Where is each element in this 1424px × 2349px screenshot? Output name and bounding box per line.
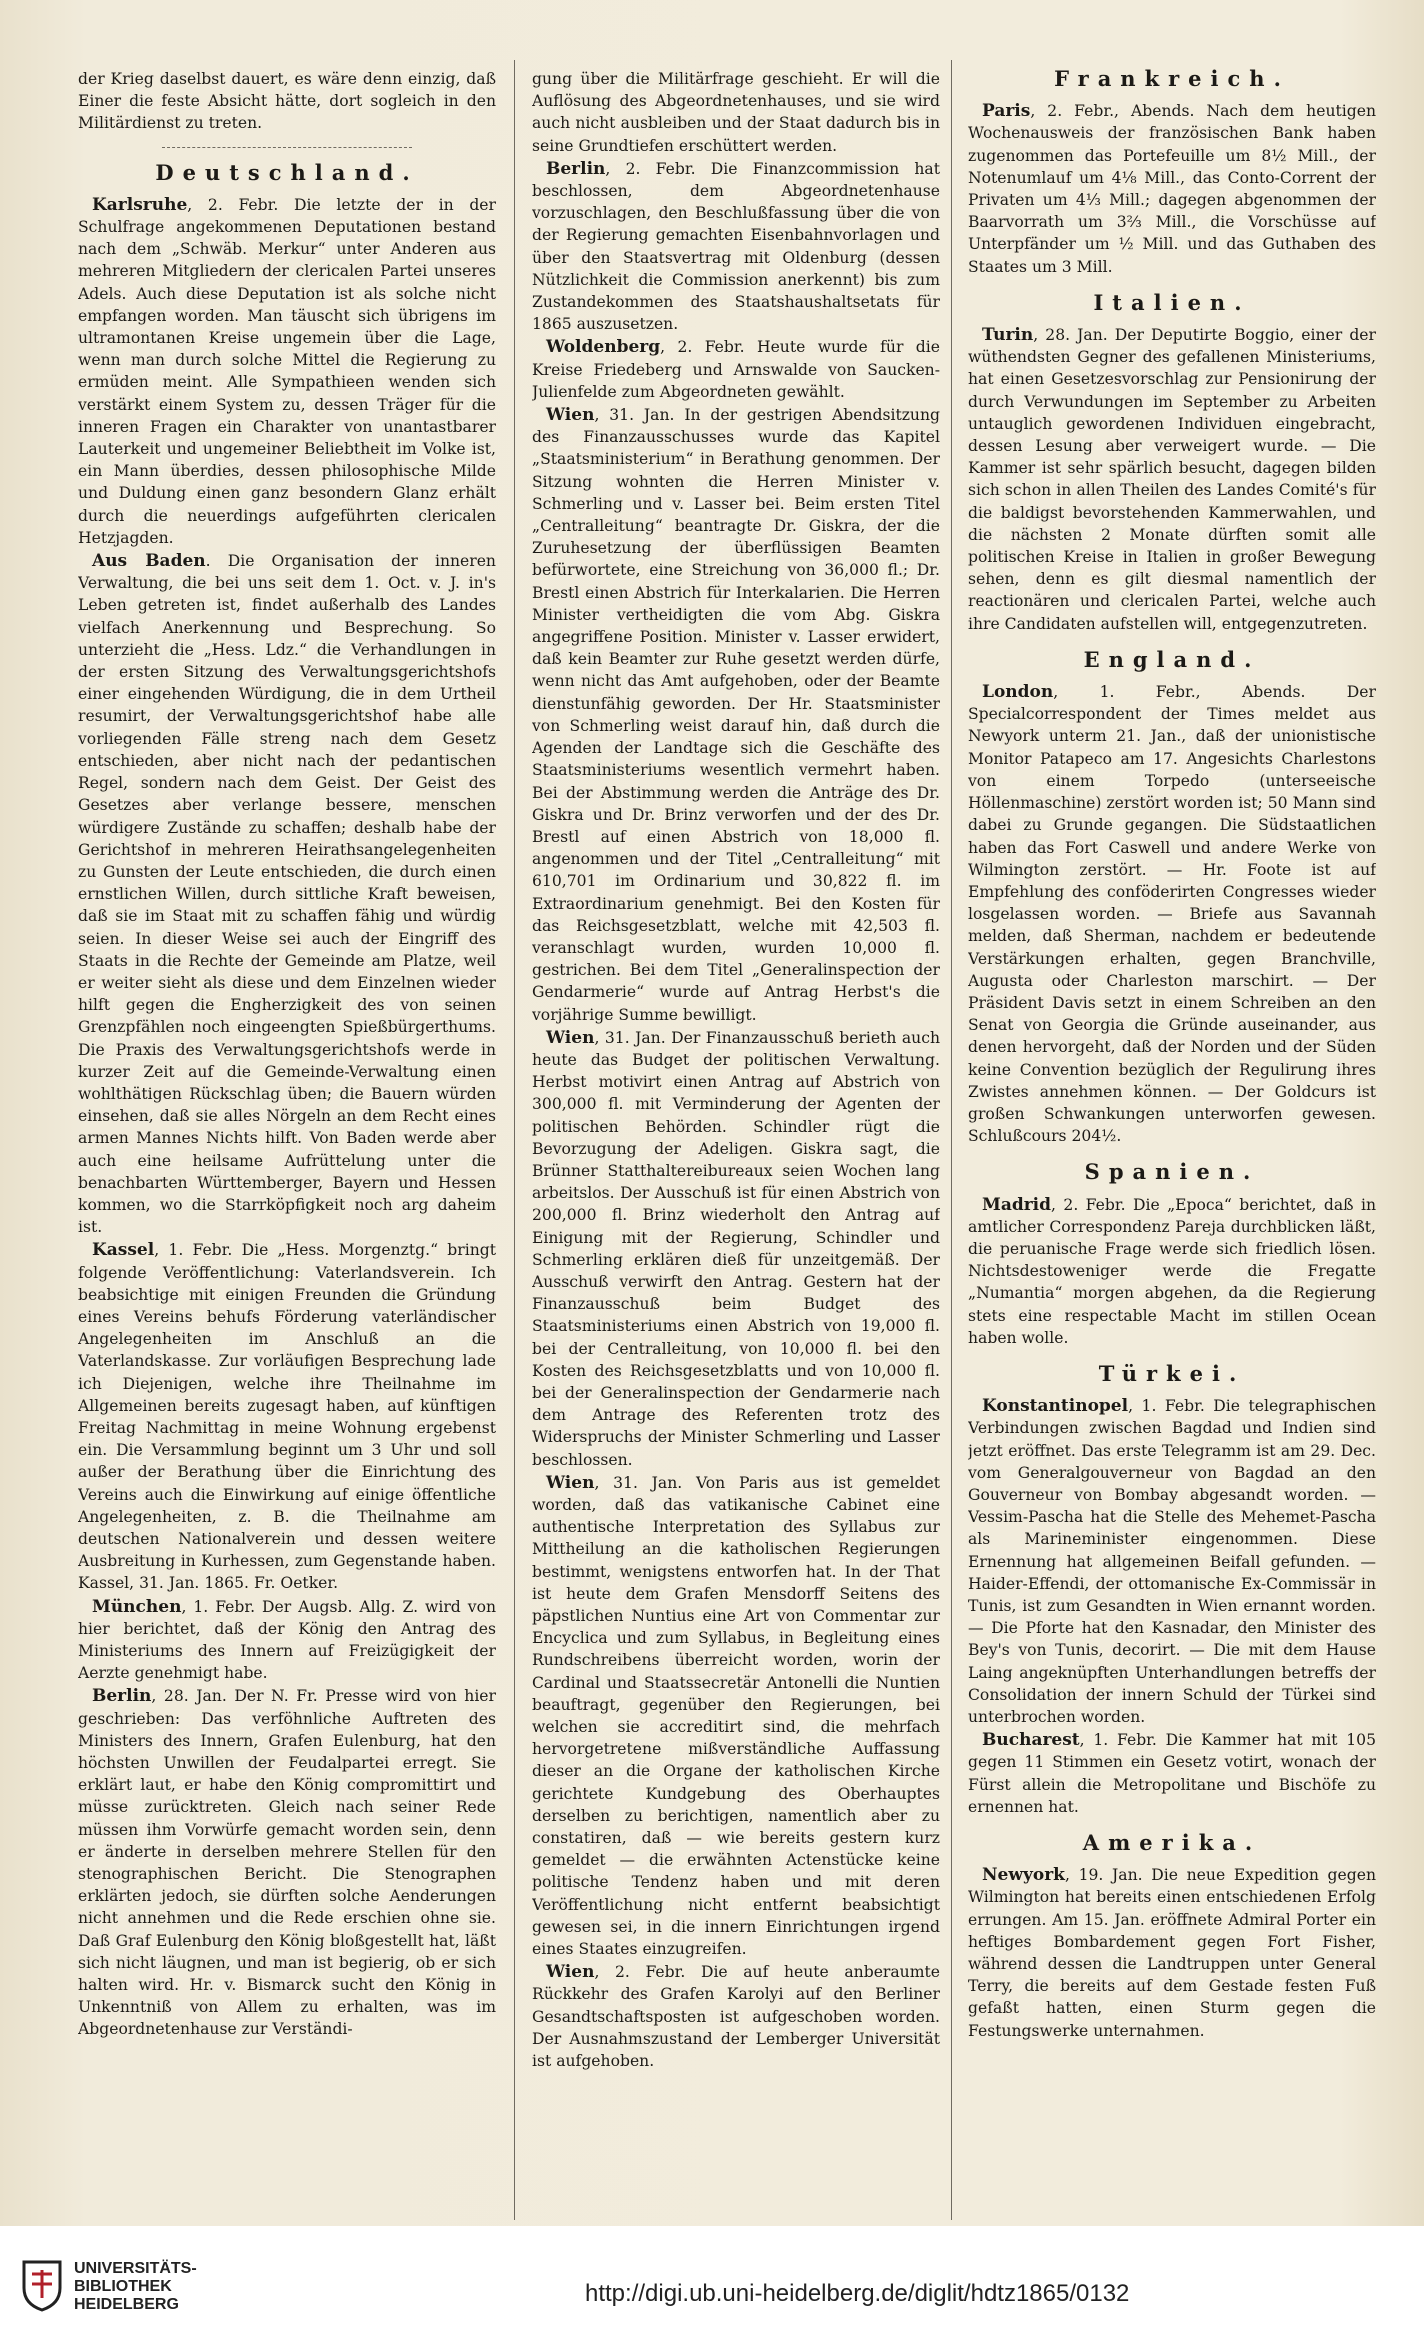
section-heading-tuerkei: Türkei. (1098, 1360, 1246, 1386)
column-2 (532, 68, 940, 2218)
column-1 (78, 68, 496, 2218)
dateline-place: Madrid (982, 1194, 1052, 1215)
source-url-link[interactable]: http://digi.ub.uni-heidelberg.de/diglit/hdtz1865/0132 (585, 2280, 1130, 2307)
article-continuation: der Krieg daselbst dauert, es wäre denn einzig, daß Einer die feste Absicht hätte, dort sogleich in den Militärdienst zu treten. (78, 70, 496, 133)
section-separator (162, 147, 413, 148)
section-heading-italien: Italien. (1093, 289, 1251, 315)
library-logo[interactable] (14, 2248, 224, 2328)
dateline-place: Aus Baden (92, 551, 206, 572)
dateline-place: Woldenberg (546, 337, 661, 358)
article-paragraph (968, 1729, 1376, 1818)
dateline-place: London (982, 682, 1054, 703)
library-name-line: HEIDELBERG (74, 2296, 179, 2313)
dateline-place: Turin (982, 325, 1034, 346)
library-name-line: BIBLIOTHEK (74, 2278, 172, 2295)
column-3 (968, 68, 1376, 2218)
section-heading-england: England. (1083, 646, 1261, 672)
article-text: , 2. Febr. Die „Epoca“ berichtet, daß in amtlicher Correspondenz Pareja durchblicken läßt, die peruanische Frage werde sich friedlich lösen. Nichtsdestoweniger werde die Fregatte „Numantia“ morgen abgehen, da die Regierung stets eine respectable Macht im stillen Ocean haben wolle. (968, 1195, 1376, 1347)
article-paragraph (968, 681, 1376, 1147)
article-paragraph (78, 194, 496, 549)
article-paragraph (78, 550, 496, 1238)
digitization-footer (0, 2226, 1424, 2349)
article-paragraph (968, 100, 1376, 278)
article-paragraph (968, 1194, 1376, 1349)
article-text: , 1. Febr. Die Kammer hat mit 105 gegen 11 Stimmen ein Gesetz votirt, wonach der Fürst allein die Metropolitane und Bischöfe zu ernennen hat. (968, 1731, 1376, 1816)
article-text: , 1. Febr. Die telegraphischen Verbindungen zwischen Bagdad und Indien sind jetzt eröffnet. Das erste Telegramm ist am 29. Dec. vom Generalgouverneur von Bagdad an den Gouverneur von Bombay abgesandt worden. — Vessim-Pascha hat die Stelle des Mehemet-Pascha als Marineminister eingenommen. Diese Ernennung hat allgemeinen Beifall gefunden. — Haider-Effendi, der ottomanische Ex-Commissär in Tunis, ist zum Gesandten in Wien ernannt worden. — Die Pforte hat den Kasnadar, den Minister des Bey's von Tunis, decorirt. — Die mit dem Hause Laing angeknüpften Unterhandlungen betreffs der Consolidation der innern Schuld der Türkei sind unterbrochen worden. (968, 1397, 1376, 1727)
article-text: , 2. Febr. Die Finanzcommission hat beschlossen, dem Abgeordnetenhause vorzuschlagen, den Beschlußfassung über die von der Regierung gemachten Eisenbahnvorlagen und über den Staatsvertrag mit Oldenburg (dessen Nützlichkeit die Commission anerkennt) bis zum Zustandekommen des Staatshaushaltsetats für 1865 auszusetzen. (532, 159, 940, 334)
dateline-place: Paris (982, 101, 1031, 122)
dateline-place: Bucharest (982, 1730, 1080, 1751)
article-text: , 2. Febr. Die letzte der in der Schulfrage angekommenen Deputationen bestand nach dem „Schwäb. Merkur“ unter Anderen aus mehreren Mitgliedern der clericalen Partei unseres Adels. Auch diese Deputation ist als solche nicht empfangen worden. Man täuscht sich übrigens im ultramontanen Kreise ungemein über die Lage, wenn man durch solche Mittel die Regierung zu ermüden meint. Alle Sympathieen wenden sich verstärkt einem System zu, dessen Träger für die inneren Fragen ein Charakter von unantastbarer Lauterkeit und ungemeiner Beliebtheit im Volke ist, ein Mann überdies, dessen philosophische Milde und Duldung einen ganz besondern Glanz erhält durch die neuerdings aufgeführten clericalen Hetzjagden. (78, 195, 496, 547)
library-seal-icon (20, 2258, 64, 2312)
section-heading-frankreich: Frankreich. (1054, 68, 1290, 91)
library-name-line: UNIVERSITÄTS- (74, 2260, 197, 2277)
article-paragraph (532, 158, 940, 336)
dateline-place: München (92, 1596, 182, 1617)
dateline-place: Berlin (92, 1686, 152, 1707)
article-paragraph (968, 1395, 1376, 1728)
article-text: , 1. Febr., Abends. Der Specialcorrespondent der Times meldet aus Newyork unterm 21. Jan., daß der unionistische Monitor Patapeco am 17. Angesichts Charlestons von einem Torpedo (unterseeische Höllenmaschine) zerstört worden ist; 50 Mann sind dabei zu Grunde gegangen. Die Südstaatlichen haben das Fort Caswell und andere Werke von Wilmington zerstört. — Hr. Foote ist auf Empfehlung des conföderirten Congresses wieder losgelassen worden. — Briefe aus Savannah melden, daß Sherman, nachdem er bedeutende Verstärkungen erhalten, gegen Branchville, Augusta oder Charleston marschirt. — Der Präsident Davis setzt in einem Schreiben an den Senat von Georgia die Gründe auseinander, aus denen hervorgeht, daß der Norden und der Süden keine Convention bezüglich der Regulirung ihres Zwistes annehmen können. — Der Goldcurs ist großen Schwankungen unterworfen gewesen. Schlußcours 204½. (968, 683, 1376, 1146)
dateline-place: Karlsruhe (92, 194, 188, 215)
dateline-place: Wien (546, 405, 595, 426)
article-text: , 31. Jan. In der gestrigen Abendsitzung des Finanzausschusses wurde das Kapitel „Staatsministerium“ in Berathung genommen. Der Sitzung wohnten die Herren Minister v. Schmerling und v. Lasser bei. Beim ersten Titel „Centralleitung“ beantragte Dr. Giskra, der die Zuruhesetzung der überflüssigen Beamten befürwortete, eine Streichung von 36,000 fl.; Dr. Brestl einen Abstrich für Interkalarien. Die Herren Minister vertheidigten die vom Abg. Giskra angegriffene Position. Minister v. Lasser erwidert, daß kein Beamter zur Ruhe gesetzt werden dürfe, wenn nicht das Amt aufgehoben, oder der Beamte dienstunfähig geworden. Der Hr. Staatsminister von Schmerling weist darauf hin, daß durch die Agenden der Landtage sich die Geschäfte des Staatsministeriums wesentlich vermehrt haben. Bei der Abstimmung werden die Anträge des Dr. Giskra und Dr. Brinz verworfen und der des Dr. Brestl auf einen Abstrich von 18,000 fl. angenommen und der Titel „Centralleitung“ mit 610,701 im Ordinarium und 30,822 fl. im Extraordinarium genehmigt. Bei den Kosten für das Reichsgesetzblatt, welche mit 42,503 fl. veranschlagt wurden, wurden 10,000 fl. gestrichen. Bei dem Titel „Generalinspection der Gendarmerie“ wurde auf Antrag Herbst's die vorjährige Summe bewilligt. (532, 406, 940, 1024)
dateline-place: Wien (546, 1472, 595, 1493)
article-text: , 1. Febr. Der Augsb. Allg. Z. wird von hier berichtet, daß der König den Antrag des Ministeriums des Innern auf Freizügigkeit der Aerzte genehmigt habe. (78, 1597, 496, 1683)
section-heading-deutschland: Deutschland. (155, 159, 419, 185)
article-paragraph (532, 336, 940, 403)
article-text: , 1. Febr. Die „Hess. Morgenztg.“ bringt folgende Veröffentlichung: Vaterlandsverein. Ich beabsichtige mit einigen Freunden die Gründung eines Vereins behufs Förderung vaterländischer Angelegenheiten im Anschluß an die Vaterlandskasse. Zur vorläufigen Besprechung lade ich Diejenigen, welche ihre Theilnahme im Allgemeinen bereits zugesagt haben, auf künftigen Freitag Nachmittag in meine Wohnung ergebenst ein. Die Versammlung beginnt um 3 Uhr und soll außer der Berathung über die Einrichtung des Vereins auch die Einwirkung auf einige öffentliche Angelegenheiten, z. B. die Theilnahme am deutschen Nationalverein und dessen weitere Ausbreitung in Kurhessen, zum Gegenstande haben. Kassel, 31. Jan. 1865. Fr. Oetker. (78, 1241, 496, 1593)
dateline-place: Berlin (546, 158, 606, 179)
dateline-place: Wien (546, 1027, 595, 1048)
article-paragraph (532, 1961, 940, 2072)
dateline-place: Konstantinopel (982, 1396, 1129, 1417)
article-paragraph (532, 1472, 940, 1960)
article-continuation: gung über die Militärfrage geschieht. Er will die Auflösung des Abgeordnetenhauses, und sie wird auch nicht ausbleiben und der Staat dadurch bis in seine Grundtiefen erschüttert werden. (532, 70, 940, 155)
section-heading-spanien: Spanien. (1084, 1159, 1260, 1185)
column-rule (514, 60, 515, 2220)
column-rule (951, 60, 952, 2220)
article-text: . Die Organisation der inneren Verwaltung, die bei uns seit dem 1. Oct. v. J. in's Leben getreten ist, findet außerhalb des Landes vielfach Anerkennung und Besprechung. So unterzieht die „Hess. Ldz.“ die Verhandlungen in der ersten Sitzung des Verwaltungsgerichtshofs einer eingehenden Würdigung, die in dem Urtheil resumirt, der Verwaltungsgerichtshof habe alle vorliegenden Fälle streng nach dem Gesetz entschieden, aber nicht nach der pedantischen Regel, sondern nach dem Geist. Der Geist des Gesetzes aber verlange bessere, menschen würdigere Zustände zu schaffen; deshalb habe der Gerichtshof in mehreren Heirathsangelegenheiten zu Gunsten der Leute entschieden, die durch einen ernstlichen Willen, durch sittliche Kraft beweisen, daß sie im Staat mit zu schaffen fähig und würdig seien. In dieser Weise sei auch der Eingriff des Staats in die Rechte der Gemeinde am Platze, weil er weiter sieht als diese und dem Einzelnen wieder hilft gegen die Engherzigkeit des von seinen Grenzpfählen noch eingeengten Spießbürgerthums. Die Praxis des Verwaltungsgerichtshofs werde in kurzer Zeit auf die Gemeinde-Verwaltung einen wohlthätigen Rückschlag üben; die Bauern würden einsehen, daß sie alles Nörgeln an dem Recht eines armen Mannes Nichts hilft. Von Baden werde aber auch eine heilsame Aufrüttelung unter die benachbarten Württemberger, Bayern und Hessen kommen, wo die Starrköpfigkeit noch arg daheim ist. (78, 552, 496, 1237)
article-text: , 2. Febr., Abends. Nach dem heutigen Wochenausweis der französischen Bank haben zugenommen das Portefeuille um 8½ Mill., der Notenumlauf um 4⅛ Mill., das Conto-Corrent der Privaten um 4⅓ Mill.; dagegen abgenommen der Baarvorrath um 3⅔ Mill., die Vorschüsse auf Unterpfänder um ½ Mill. und das Guthaben des Staates um 3 Mill. (968, 102, 1376, 276)
article-text: , 31. Jan. Der Finanzausschuß berieth auch heute das Budget der politischen Verwaltung. Herbst motivirt einen Antrag auf Abstrich von 300,000 fl. mit Verminderung der Agenten der politischen Behörden. Schindler rügt die Bevorzugung der Adeligen. Giskra sagt, die Brünner Statthaltereibureaux seien Wochen lang arbeitslos. Der Ausschuß ist für einen Abstrich von 200,000 fl. Brinz wiederholt den Antrag auf Einigung mit der Regierung, Schindler und Schmerling erklären dieß für unzeitgemäß. Der Ausschuß verwirft den Antrag. Gestern hat der Finanzausschuß beim Budget des Staatsministeriums einen Abstrich von 19,000 fl. bei der Centralleitung, von 10,000 fl. bei den Kosten des Reichsgesetzblatts und von 10,000 fl. bei der Generalinspection der Gendarmerie nach dem Antrage des Referenten trotz des Widerspruchs der Minister Schmerling und Lasser beschlossen. (532, 1028, 940, 1469)
article-text: , 28. Jan. Der Deputirte Boggio, einer der wüthendsten Gegner des gefallenen Ministeriums, hat einen Gesetzesvorschlag zur Pensionirung der durch Verwundungen im September zu Arbeiten untauglich gewordenen Individuen eingebracht, dessen Lesung aber verweigert wurde. — Die Kammer ist sehr spärlich besucht, dagegen bilden sich schon in allen Theilen des Landes Comité's für die baldigst bevorstehenden Kammerwahlen, und die nächsten 2 Monate dürften somit alle politischen Kreise in Italien in großer Bewegung sehen, denn es gilt diesmal namentlich der reactionären und clericalen Partei, welche auch ihre Candidaten aufstellen will, entgegenzutreten. (968, 326, 1376, 633)
article-text: , 28. Jan. Der N. Fr. Presse wird von hier geschrieben: Das verföhnliche Auftreten des Ministers des Innern, Grafen Eulenburg, hat den höchsten Unwillen der Feudalpartei erregt. Sie erklärt laut, er habe den König compromittirt und müsse zurücktreten. Gleich nach seiner Rede müssen ihm Vorwürfe gemacht worden sein, denn er änderte in derselben mehrere Stellen für den stenographischen Bericht. Die Stenographen erklärten jedoch, sie dürften solche Aenderungen nicht annehmen und die Rede erschien ohne sie. Daß Graf Eulenburg den König bloßgestellt hat, läßt sich nicht läugnen, und man ist begierig, ob er sich halten wird. Hr. v. Bismarck sucht den König in Unkenntniß von Allem zu erhalten, was im Abgeordnetenhause zur Verständi- (78, 1687, 496, 2039)
article-paragraph (968, 1864, 1376, 2042)
section-heading-amerika: Amerika. (1082, 1830, 1262, 1856)
library-name (74, 2260, 197, 2314)
article-text: , 2. Febr. Heute wurde für die Kreise Friedeberg und Arnswalde von Saucken-Julienfelde zum Abgeordneten gewählt. (532, 338, 940, 401)
article-text: , 2. Febr. Die auf heute anberaumte Rückkehr des Grafen Karolyi auf den Berliner Gesandtschaftsposten ist aufgeschoben worden. Der Ausnahmszustand der Lemberger Universität ist aufgehoben. (532, 1963, 940, 2071)
article-paragraph (532, 404, 940, 1026)
article-paragraph (78, 1596, 496, 1685)
article-paragraph (78, 1685, 496, 2040)
article-text: , 19. Jan. Die neue Expedition gegen Wilmington hat bereits einen entschiedenen Erfolg errungen. Am 15. Jan. eröffnete Admiral Porter ein heftiges Bombardement gegen Fort Fisher, während dessen die Landtruppen unter General Terry, die bereits auf dem Gestade festen Fuß gefaßt hatten, einen Sturm gegen die Festungswerke unternahmen. (968, 1866, 1376, 2040)
dateline-place: Newyork (982, 1865, 1065, 1886)
dateline-place: Kassel (92, 1240, 155, 1261)
article-text: , 31. Jan. Von Paris aus ist gemeldet worden, daß das vatikanische Cabinet eine authentische Interpretation des Syllabus zur Mittheilung an die katholischen Regierungen bestimmt, wenigstens entworfen hat. In der That ist heute dem Grafen Mensdorff Seitens des päpstlichen Nuntius eine Art von Commentar zur Encyclica und zum Syllabus, in Begleitung eines Rundschreibens überreicht worden, worin der Cardinal und Staatssecretär Antonelli die Nuntien beauftragt, gegenüber den Regierungen, bei welchen sie accreditirt sind, die mehrfach hervorgetretene mißverständliche Auffassung dieser an die Organe der katholischen Kirche gerichtete Kundgebung des Oberhauptes derselben zu berichtigen, namentlich aber zu constatiren, daß — wie bereits gestern kurz gemeldet — die erwähnten Actenstücke keine politische Tendenz haben und mit deren Veröffentlichung nicht entfernt beabsichtigt gewesen sei, in die innern Einrichtungen irgend eines Staates einzugreifen. (532, 1473, 940, 1959)
article-paragraph (78, 1239, 496, 1594)
article-paragraph (968, 324, 1376, 635)
article-paragraph (532, 1027, 940, 1471)
dateline-place: Wien (546, 1962, 595, 1983)
